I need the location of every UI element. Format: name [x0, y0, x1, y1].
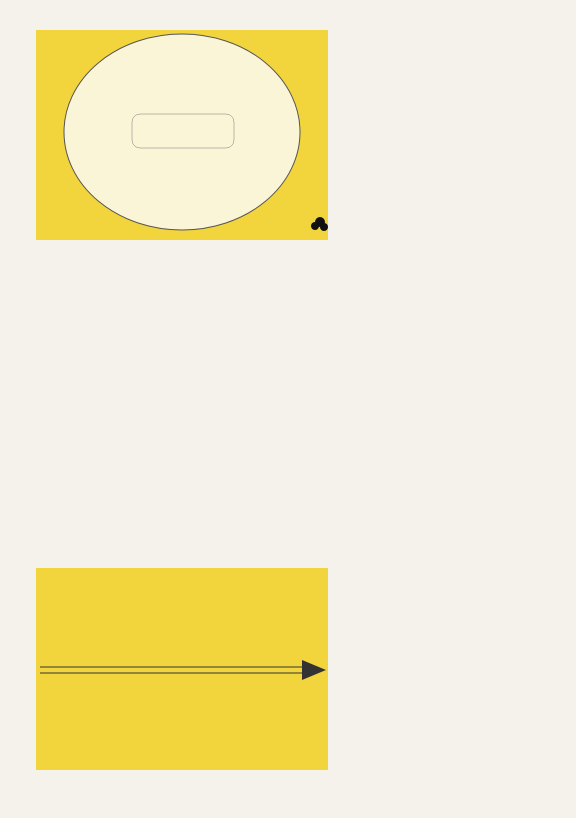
star-model-figure	[36, 30, 328, 240]
star-diagram	[36, 30, 328, 240]
spine-arrowhead	[302, 660, 326, 680]
fishbone-diagram	[36, 568, 328, 770]
fishbone-figure	[36, 568, 328, 770]
right-column	[352, 158, 544, 172]
center-box	[132, 114, 234, 148]
